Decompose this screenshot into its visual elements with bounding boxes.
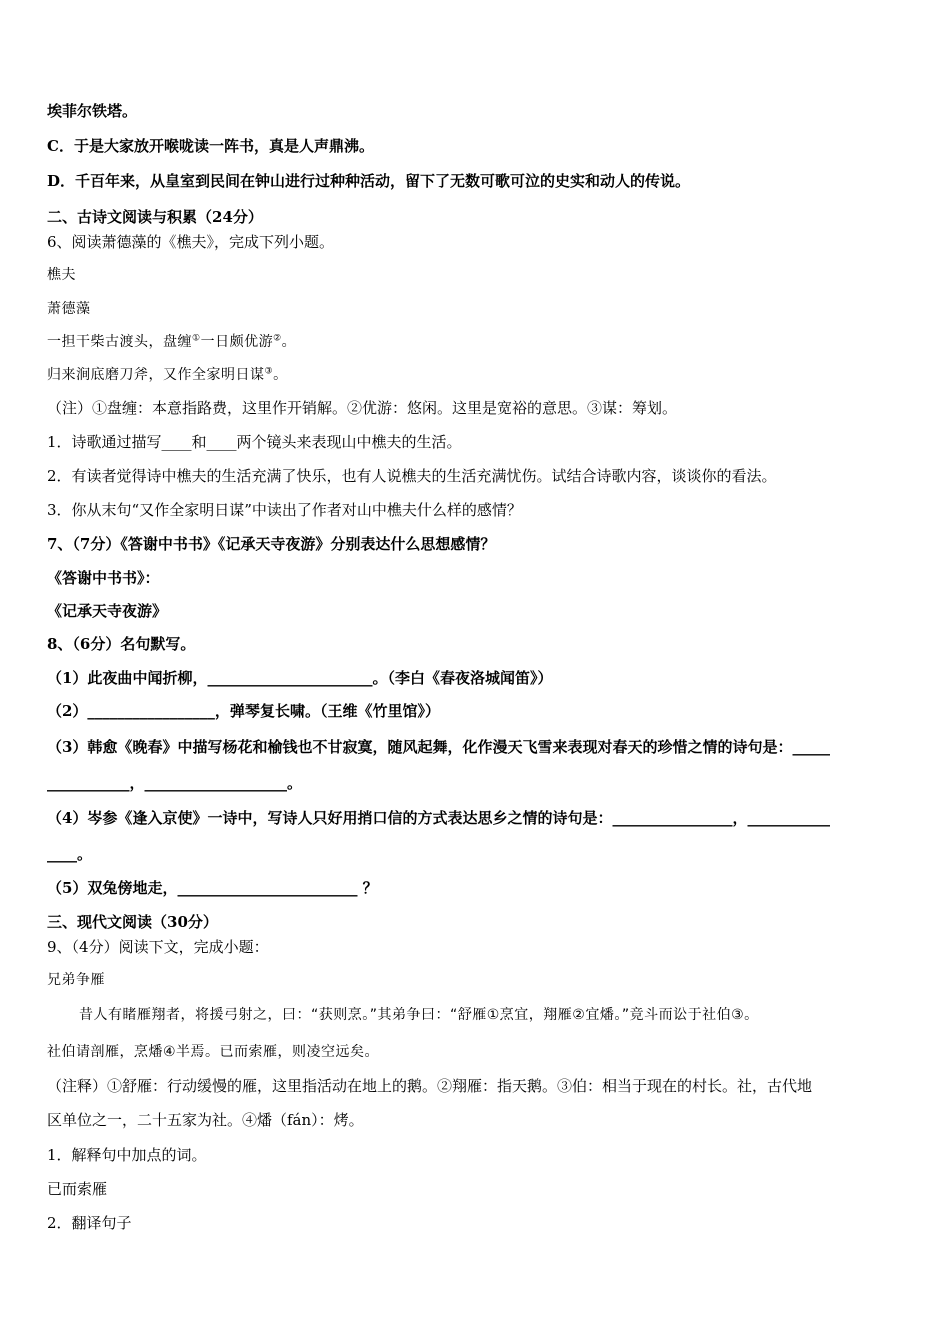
poem-notes: （注）①盘缠：本意指路费，这里作开销解。②优游：悠闲。这里是宽裕的意思。③谋：筹划。 — [47, 399, 678, 417]
question-6-prompt: 6、阅读萧德藻的《樵夫》，完成下列小题。 — [47, 233, 335, 251]
question-7: 7、（7分）《答谢中书书》《记承天寺夜游》分别表达什么思想感情？ — [47, 535, 496, 553]
option-d: D．千百年来，从皇室到民间在钟山进行过种种活动，留下了无数可歌可泣的史实和动人的传说。 — [47, 172, 691, 190]
q8-item-2: （2）_________________，弹琴复长啸。（王维《竹里馆》） — [47, 702, 440, 720]
q8-item-5: （5）双兔傍地走，________________________ ？ — [47, 879, 378, 897]
poem-line-1: 一担干柴古渡头，盘缠①一日颇优游②。 — [47, 333, 297, 350]
q8-item-4-cont: ____。 — [47, 845, 93, 863]
q9-sub-2: 2．翻译句子 — [47, 1214, 132, 1232]
q7-answer-1: 《答谢中书书》： — [47, 569, 160, 587]
q8-item-4: （4）岑参《逢入京使》一诗中，写诗人只好用捎口信的方式表达思乡之情的诗句是：________________，___________ — [47, 809, 830, 827]
poem-title: 樵夫 — [47, 267, 76, 283]
q7-answer-2: 《记承天寺夜游》 — [47, 602, 168, 620]
passage-notes: （注释）①舒雁：行动缓慢的雁，这里指活动在地上的鹅。②翔雁：指天鹅。③伯：相当于现在的村长。社，古代地 — [47, 1077, 813, 1095]
q8-item-3-cont: ___________，___________________。 — [47, 774, 303, 792]
passage-title: 兄弟争雁 — [47, 972, 105, 988]
option-b-tail: 埃菲尔铁塔。 — [47, 102, 138, 120]
q8-item-3: （3）韩愈《晚春》中描写杨花和榆钱也不甘寂寞，随风起舞，化作漫天飞雪来表现对春天的珍惜之情的诗句是：_____ — [47, 738, 830, 756]
question-8: 8、（6分）名句默写。 — [47, 635, 196, 653]
question-9-prompt: 9、（4分）阅读下文，完成小题： — [47, 938, 269, 956]
passage-line-2: 社伯请剖雁，烹燔④半焉。已而索雁，则凌空远矣。 — [47, 1044, 380, 1060]
q6-sub-3: 3．你从末句“又作全家明日谋”中读出了作者对山中樵夫什么样的感情？ — [47, 501, 522, 519]
q9-sub-1-phrase: 已而索雁 — [47, 1180, 108, 1198]
q6-sub-2: 2．有读者觉得诗中樵夫的生活充满了快乐，也有人说樵夫的生活充满忧伤。试结合诗歌内容，谈谈你的看法。 — [47, 467, 777, 485]
option-c: C．于是大家放开喉咙读一阵书，真是人声鼎沸。 — [47, 137, 374, 155]
poem-author: 萧德藻 — [47, 301, 91, 317]
passage-notes-cont: 区单位之一，二十五家为社。④燔（fán）：烤。 — [47, 1111, 364, 1129]
q8-item-1: （1）此夜曲中闻折柳，______________________。（李白《春夜洛城闻笛》） — [47, 669, 553, 687]
q6-sub-1: 1．诗歌通过描写____和____两个镜头来表现山中樵夫的生活。 — [47, 433, 462, 451]
section-2-heading: 二、古诗文阅读与积累（24分） — [47, 208, 263, 226]
q9-sub-1: 1．解释句中加点的词。 — [47, 1146, 207, 1164]
passage-line-1: 昔人有睹雁翔者，将援弓射之，曰：“获则烹。”其弟争曰：“舒雁①烹宜，翔雁②宜燔。”竞斗而讼于社伯③。 — [79, 1007, 759, 1023]
poem-line-2: 归来涧底磨刀斧，又作全家明日谋③。 — [47, 366, 288, 383]
section-3-heading: 三、现代文阅读（30分） — [47, 913, 218, 931]
